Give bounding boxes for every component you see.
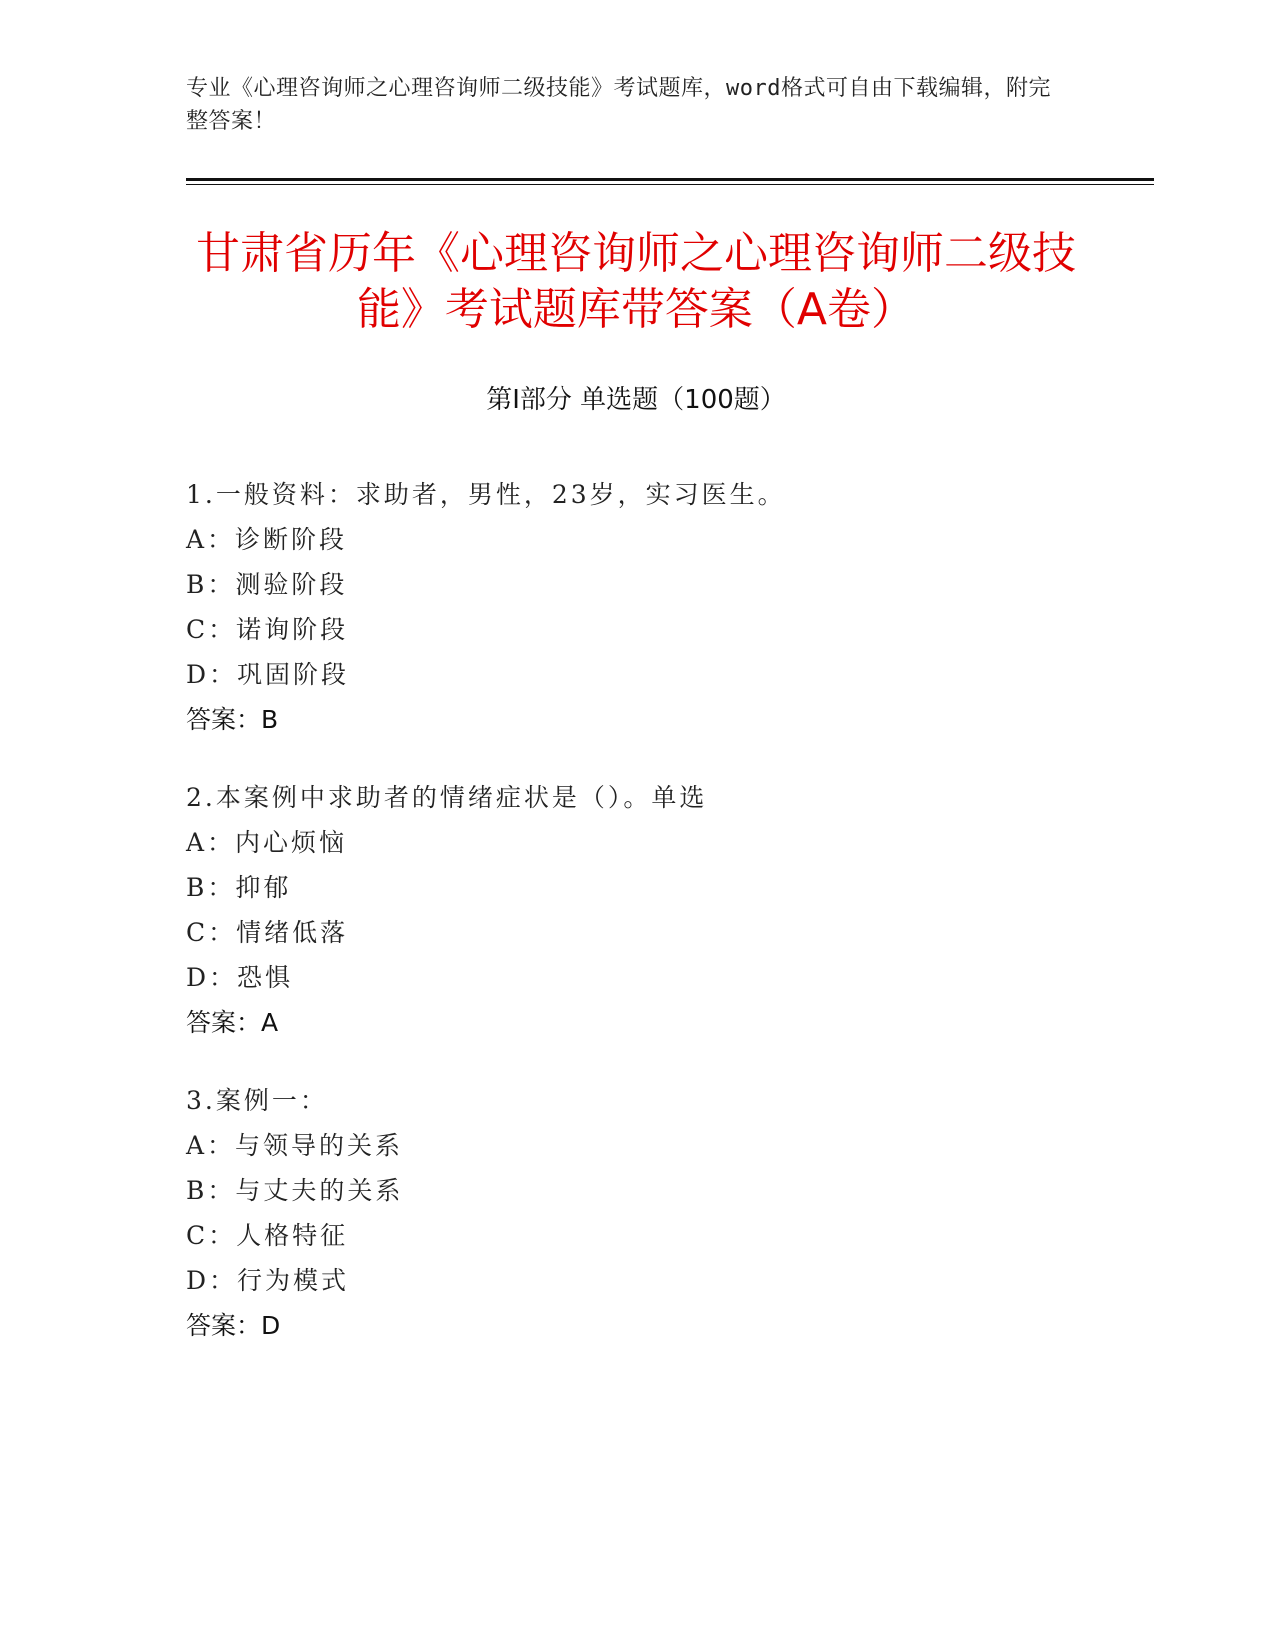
option-b: B：抑郁 <box>186 873 292 902</box>
option-d: D：巩固阶段 <box>186 660 350 689</box>
option-d: D：恐惧 <box>186 963 294 992</box>
section-title: 第I部分 单选题（100题） <box>486 385 786 415</box>
option-b: B：与丈夫的关系 <box>186 1176 404 1205</box>
option-d: D：行为模式 <box>186 1266 350 1295</box>
question-stem: 1.一般资料：求助者，男性，23岁，实习医生。 <box>186 480 786 509</box>
answer: 答案：D <box>186 1311 281 1340</box>
question-1 <box>186 472 1086 742</box>
question-list <box>186 472 1086 1381</box>
header-note: 专业《心理咨询师之心理咨询师二级技能》考试题库，word格式可自由下载编辑，附完整答案！ <box>186 76 1051 134</box>
question-2 <box>186 775 1086 1045</box>
document-title: 甘肃省历年《心理咨询师之心理咨询师二级技能》考试题库带答案（A卷） <box>196 228 1076 335</box>
option-c: C：人格特征 <box>186 1221 349 1250</box>
header-rule-thick <box>186 178 1154 181</box>
header-rule-thin <box>186 184 1154 185</box>
option-a: A：与领导的关系 <box>186 1131 404 1160</box>
option-c: C：情绪低落 <box>186 918 349 947</box>
answer: 答案：A <box>186 1008 279 1037</box>
option-a: A：内心烦恼 <box>186 828 348 857</box>
question-stem: 2.本案例中求助者的情绪症状是（）。单选 <box>186 783 708 812</box>
answer: 答案：B <box>186 705 279 734</box>
question-3 <box>186 1078 1086 1348</box>
question-stem: 3.案例一： <box>186 1086 328 1115</box>
option-c: C：诺询阶段 <box>186 615 349 644</box>
option-b: B：测验阶段 <box>186 570 348 599</box>
option-a: A：诊断阶段 <box>186 525 348 554</box>
